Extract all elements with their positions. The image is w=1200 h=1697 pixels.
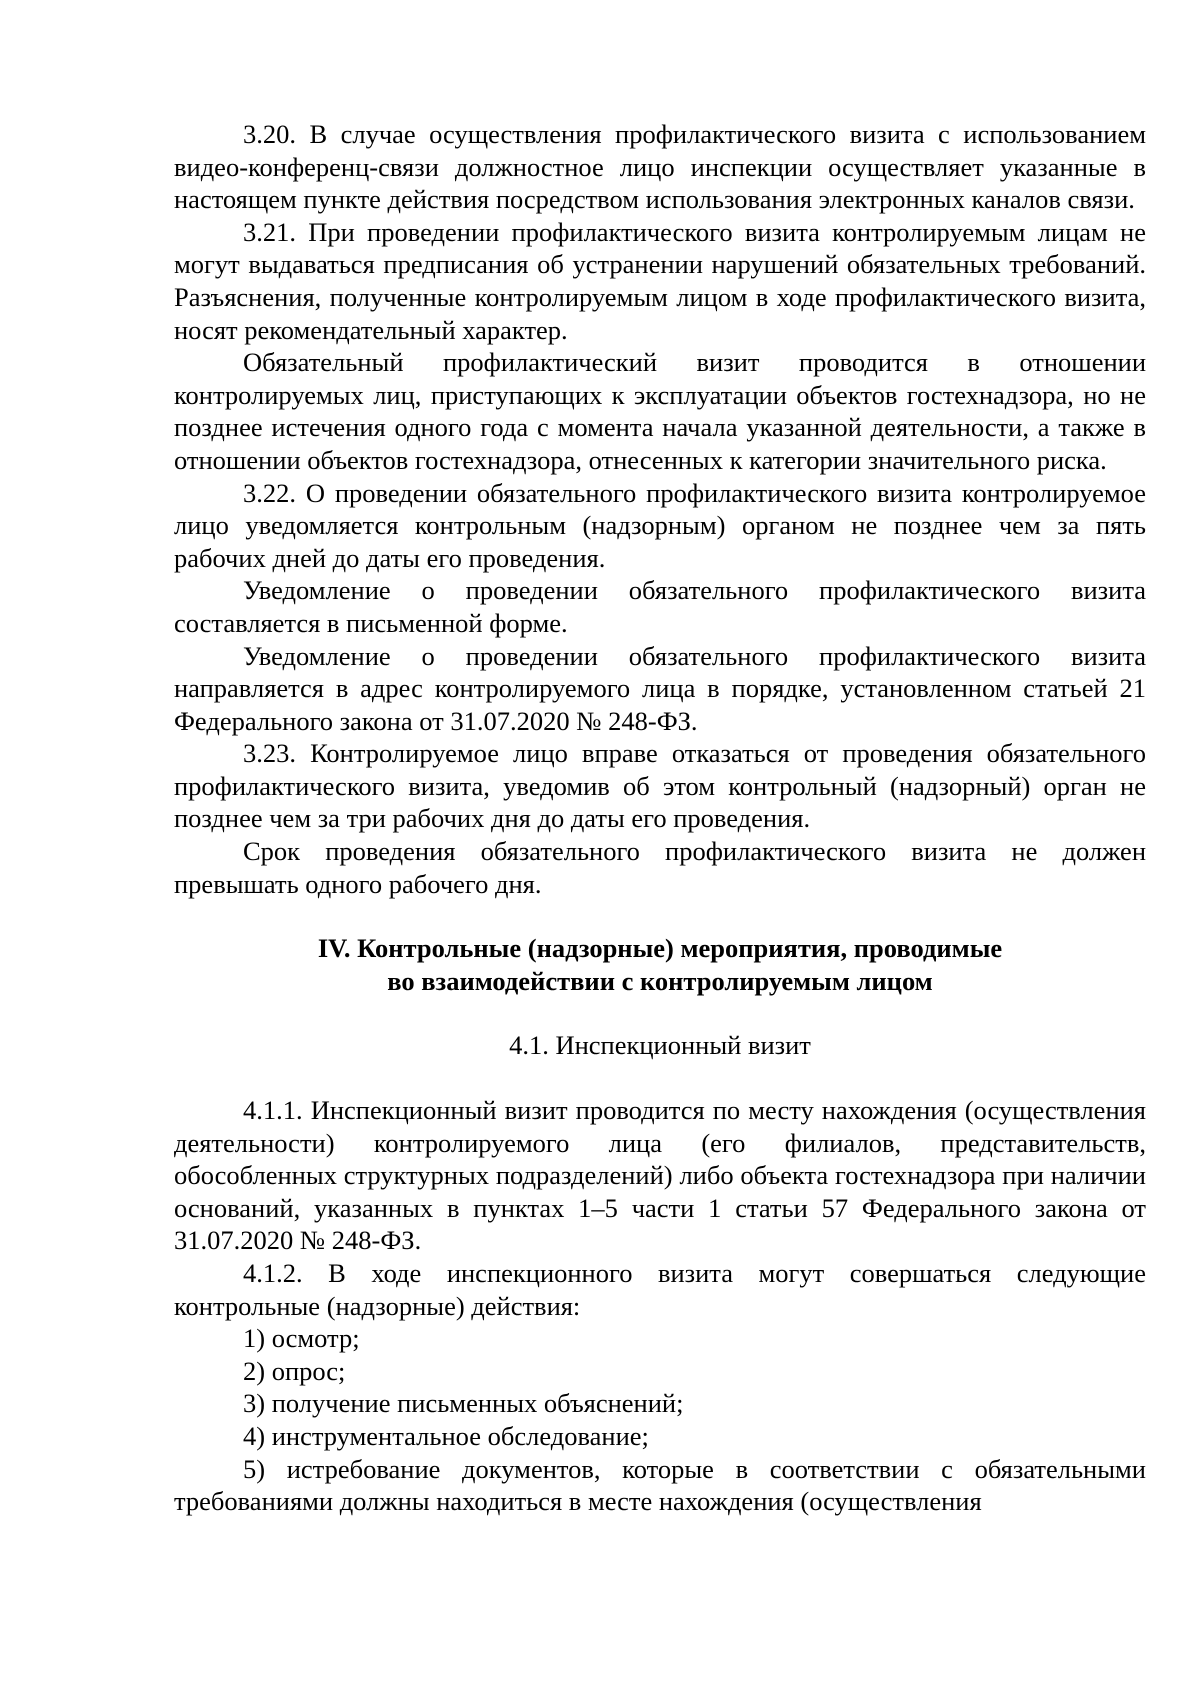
list-item-3: 3) получение письменных объяснений;	[243, 1388, 684, 1419]
paragraph-3-21: 3.21. При проведении профилактического визита контролируемым лицам не могут выдаваться предписания об устранении нарушений обязательных требований. Разъяснения, полученные контролируемым лицом в ходе профилактического визита, носят рекомендательный характер.	[174, 216, 1146, 345]
paragraph-3-23: 3.23. Контролируемое лицо вправе отказаться от проведения обязательного профилактического визита, уведомив об этом контрольный (надзорный) орган не позднее чем за три рабочих дня до даты его проведения.	[174, 738, 1146, 834]
list-item-4: 4) инструментальное обследование;	[243, 1420, 649, 1451]
list-item-2: 2) опрос;	[243, 1355, 346, 1386]
paragraph-3-22: 3.22. О проведении обязательного профилактического визита контролируемое лицо уведомляется контрольным (надзорным) органом не позднее чем за пять рабочих дней до даты его проведения.	[174, 477, 1146, 573]
paragraph-4-1-1: 4.1.1. Инспекционный визит проводится по месту нахождения (осуществления деятельности) контролируемого лица (его филиалов, представительств, обособленных структурных подразделений) либо объекта гостехнадзора при наличии оснований, указанных в пунктах 1–5 части 1 статьи 57 Федерального закона от 31.07.2020 № 248-ФЗ.	[174, 1095, 1146, 1256]
section-spacer	[174, 900, 1146, 932]
list-item-5: 5) истребование документов, которые в соответствии с обязательными требованиями должны находиться в месте нахождения (осуществления	[174, 1453, 1146, 1517]
section-heading-line-1: IV. Контрольные (надзорные) мероприятия, проводимые	[317, 933, 1003, 964]
document-body	[174, 118, 1146, 1518]
paragraph-notification-sending: Уведомление о проведении обязательного профилактического визита направляется в адрес контролируемого лица в порядке, установленном статьей 21 Федерального закона от 31.07.2020 № 248-ФЗ.	[174, 640, 1146, 736]
paragraph-notification-form: Уведомление о проведении обязательного профилактического визита составляется в письменной форме.	[174, 575, 1146, 638]
subsection-spacer-top	[174, 997, 1146, 1029]
section-heading-line-2: во взаимодействии с контролируемым лицом	[387, 965, 933, 996]
paragraph-4-1-2: 4.1.2. В ходе инспекционного визита могут совершаться следующие контрольные (надзорные) действия:	[174, 1258, 1146, 1321]
paragraph-mandatory-visit: Обязательный профилактический визит проводится в отношении контролируемых лиц, приступающих к эксплуатации объектов гостехнадзора, но не позднее истечения одного года с момента начала указанной деятельности, а также в отношении объектов гостехнадзора, отнесенных к категории значительного риска.	[174, 347, 1146, 475]
subsection-heading: 4.1. Инспекционный визит	[509, 1030, 811, 1061]
list-item-1: 1) осмотр;	[243, 1323, 360, 1354]
paragraph-3-20: 3.20. В случае осуществления профилактического визита с использованием видео-конференц-связи должностное лицо инспекции осуществляет указанные в настоящем пункте действия посредством использования электронных каналов связи.	[174, 119, 1146, 215]
paragraph-visit-duration: Срок проведения обязательного профилактического визита не должен превышать одного рабочего дня.	[174, 836, 1146, 899]
subsection-spacer-bottom	[174, 1062, 1146, 1094]
